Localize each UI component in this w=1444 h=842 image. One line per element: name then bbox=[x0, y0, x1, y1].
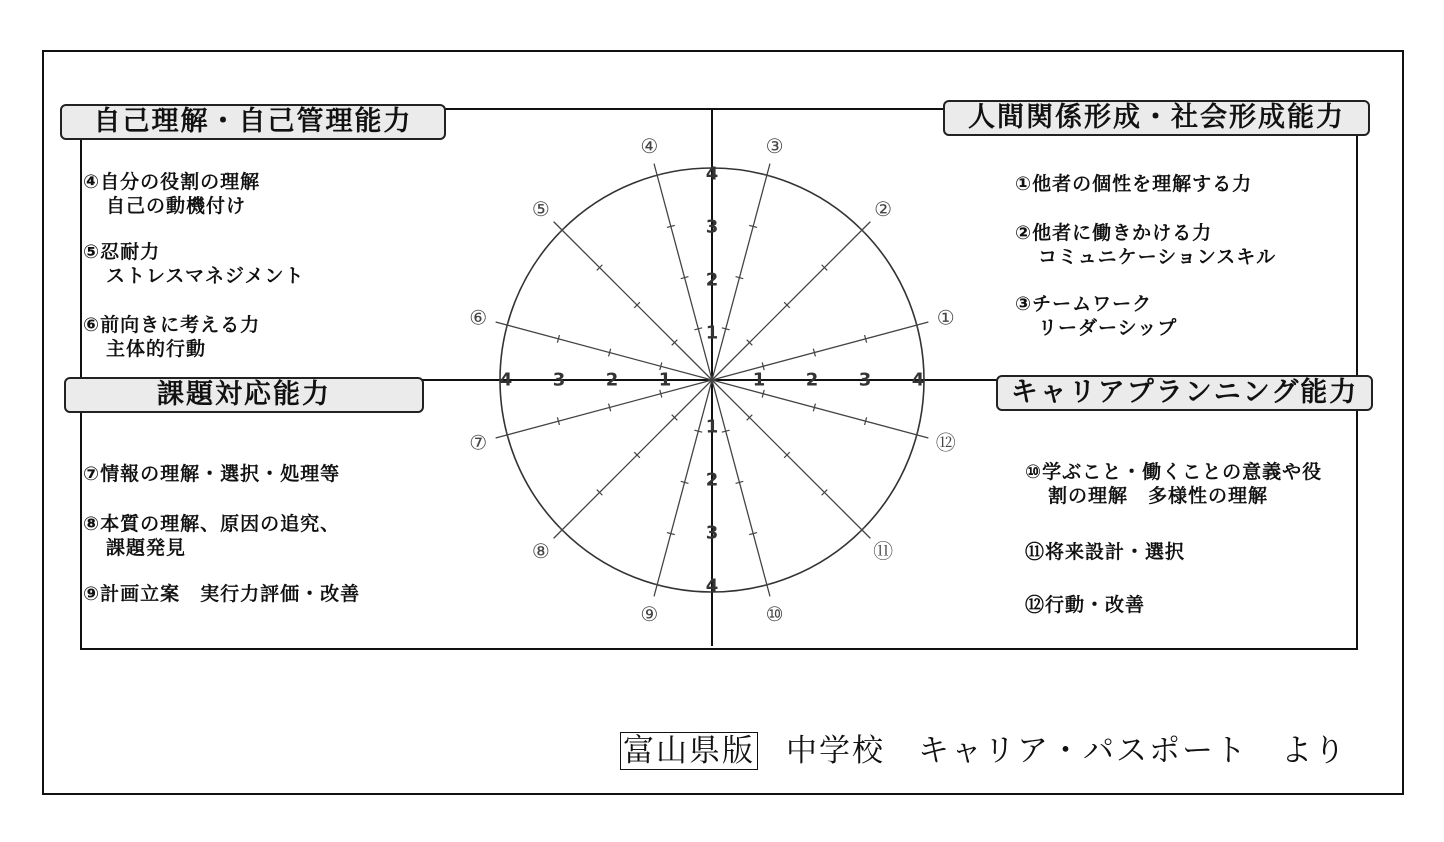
item-line: 主体的行動 bbox=[106, 338, 207, 360]
spoke-line-8 bbox=[554, 380, 712, 538]
spoke-number-label: ⑤ bbox=[531, 196, 550, 221]
item-line: ⑨計画立案 実行力評価・改善 bbox=[83, 583, 361, 605]
axis-scale-label: 3 bbox=[858, 369, 872, 391]
category-task-handling: 課題対応能力 bbox=[64, 377, 424, 413]
item-line: ⑫行動・改善 bbox=[1025, 594, 1146, 616]
spoke-number-label: ② bbox=[874, 196, 893, 221]
spoke-line-12 bbox=[712, 380, 928, 438]
axis-scale-label: 4 bbox=[705, 163, 719, 185]
axis-scale-label: 2 bbox=[705, 469, 719, 491]
item-3-teamwork bbox=[1015, 292, 1177, 340]
item-11-future-design bbox=[1025, 540, 1185, 564]
spoke-number-label: ⑨ bbox=[640, 601, 659, 626]
axis-scale-label: 4 bbox=[499, 369, 513, 391]
spoke-line-3 bbox=[712, 164, 770, 380]
axis-scale-label: 1 bbox=[705, 416, 719, 438]
axis-scale-label: 4 bbox=[705, 575, 719, 597]
category-human-relations: 人間関係形成・社会形成能力 bbox=[943, 100, 1370, 136]
spoke-line-6 bbox=[496, 322, 712, 380]
spoke-line-5 bbox=[554, 222, 712, 380]
spoke-number-label: ⑥ bbox=[469, 305, 488, 330]
item-line: ④自分の役割の理解 bbox=[83, 171, 261, 193]
spoke-number-label: ⑫ bbox=[935, 430, 956, 455]
axis-scale-label: 1 bbox=[752, 369, 766, 391]
spoke-line-1 bbox=[712, 322, 928, 380]
axis-scale-label: 3 bbox=[705, 522, 719, 544]
item-line: コミュニケーションスキル bbox=[1038, 246, 1277, 268]
spoke-number-label: ① bbox=[936, 305, 955, 330]
item-line: ⑧本質の理解、原因の追究、 bbox=[83, 513, 341, 535]
item-line: ①他者の個性を理解する力 bbox=[1015, 173, 1253, 195]
category-career-planning: キャリアプランニング能力 bbox=[996, 375, 1373, 411]
category-self-management: 自己理解・自己管理能力 bbox=[60, 104, 446, 140]
item-2-influence-others bbox=[1015, 221, 1276, 269]
spoke-number-label: ④ bbox=[640, 134, 659, 159]
item-line: 割の理解 多様性の理解 bbox=[1048, 485, 1269, 507]
spoke-number-label: ⑧ bbox=[531, 539, 550, 564]
axis-scale-label: 2 bbox=[605, 369, 619, 391]
item-12-action bbox=[1025, 593, 1145, 617]
source-description: 中学校 キャリア・パスポート より bbox=[786, 733, 1347, 769]
axis-scale-label: 1 bbox=[705, 322, 719, 344]
item-10-meaning-of-work bbox=[1025, 460, 1322, 508]
spoke-line-11 bbox=[712, 380, 870, 538]
spoke-line-10 bbox=[712, 380, 770, 596]
spoke-line-7 bbox=[496, 380, 712, 438]
item-7-information bbox=[83, 462, 340, 486]
axis-scale-label: 4 bbox=[911, 369, 925, 391]
item-line: ③チームワーク bbox=[1015, 293, 1153, 315]
spoke-number-label: ⑪ bbox=[873, 539, 894, 564]
spoke-number-label: ⑦ bbox=[469, 430, 488, 455]
spoke-line-4 bbox=[654, 164, 712, 380]
axis-scale-label: 3 bbox=[552, 369, 566, 391]
item-line: ストレスマネジメント bbox=[106, 265, 305, 287]
item-line: 課題発見 bbox=[106, 537, 187, 559]
item-line: 自己の動機付け bbox=[106, 195, 247, 217]
item-4-role-understanding bbox=[83, 170, 260, 218]
item-1-understand-others bbox=[1015, 172, 1252, 196]
axis-scale-label: 1 bbox=[658, 369, 672, 391]
source-note bbox=[620, 730, 1347, 776]
item-5-perseverance bbox=[83, 240, 304, 288]
spoke-line-2 bbox=[712, 222, 870, 380]
source-prefecture-boxed: 富山県版 bbox=[620, 732, 758, 770]
item-8-essence bbox=[83, 512, 340, 560]
axis-scale-label: 2 bbox=[705, 269, 719, 291]
item-6-positive-thinking bbox=[83, 313, 260, 361]
item-line: ⑩学ぶこと・働くことの意義や役 bbox=[1025, 461, 1323, 483]
item-line: リーダーシップ bbox=[1038, 317, 1178, 339]
spoke-number-label: ⑩ bbox=[765, 601, 784, 626]
item-line: ⑦情報の理解・選択・処理等 bbox=[83, 463, 341, 485]
item-line: ⑪将来設計・選択 bbox=[1025, 541, 1186, 563]
item-line: ⑥前向きに考える力 bbox=[83, 314, 261, 336]
item-9-planning bbox=[83, 582, 360, 606]
item-line: ⑤忍耐力 bbox=[83, 241, 161, 263]
item-line: ②他者に働きかける力 bbox=[1015, 222, 1213, 244]
spoke-number-label: ③ bbox=[765, 134, 784, 159]
axis-scale-label: 2 bbox=[805, 369, 819, 391]
axis-scale-label: 3 bbox=[705, 216, 719, 238]
spoke-line-9 bbox=[654, 380, 712, 596]
